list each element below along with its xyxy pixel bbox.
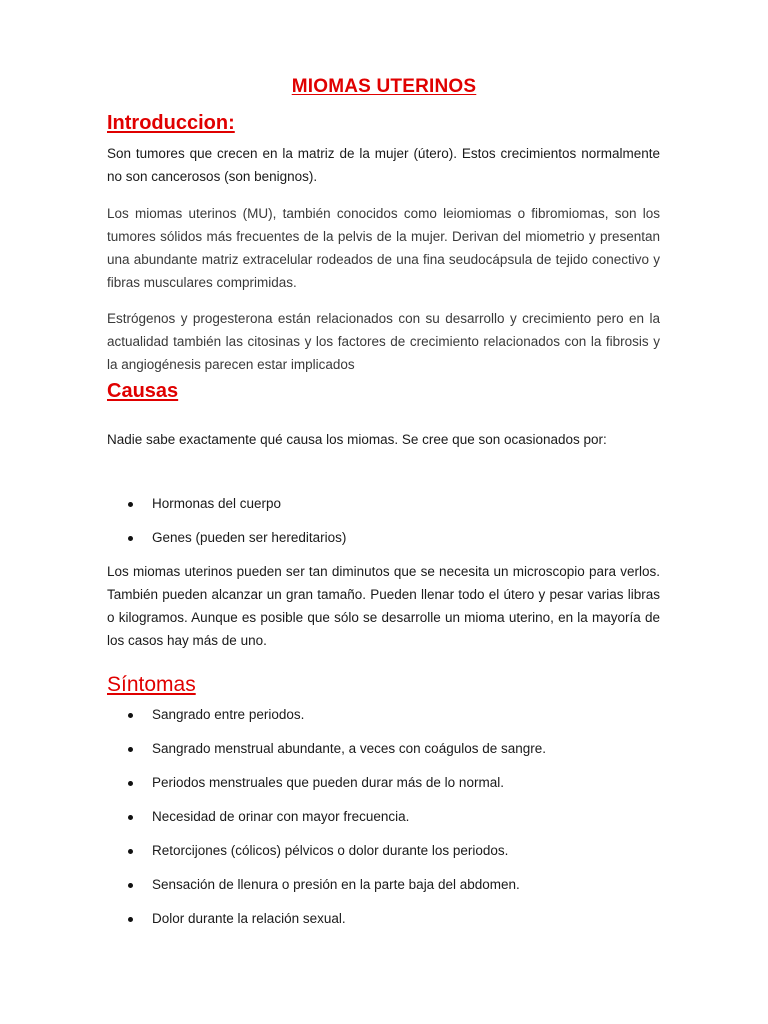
list-item-text: Dolor durante la relación sexual.: [152, 911, 346, 926]
bullet-icon: [128, 502, 133, 507]
list-item-text: Sensación de llenura o presión en la parte baja del abdomen.: [152, 877, 520, 892]
heading-sintomas: Síntomas: [107, 673, 196, 696]
list-item-text: Hormonas del cuerpo: [152, 496, 282, 511]
list-item: [128, 495, 648, 513]
list-item-text: Necesidad de orinar con mayor frecuencia.: [152, 809, 410, 824]
intro-paragraph-2: Los miomas uterinos (MU), también conocidos como leiomiomas o fibromiomas, son los tumores sólidos más frecuentes de la pelvis de la mujer. Derivan del miometrio y presentan una abundante matriz extracelular rodeados de una fina seudocápsula de tejido conectivo y fibras musculares comprimidas.: [107, 206, 660, 290]
bullet-icon: [128, 849, 133, 854]
list-item: [128, 774, 648, 792]
list-item: [128, 808, 648, 826]
list-item: [128, 529, 648, 547]
list-item-text: Sangrado entre periodos.: [152, 707, 305, 722]
list-item-text: Periodos menstruales que pueden durar más de lo normal.: [152, 775, 504, 790]
list-item: [128, 740, 648, 758]
list-item: [128, 706, 648, 724]
causas-paragraph-1: Nadie sabe exactamente qué causa los miomas. Se cree que son ocasionados por:: [107, 432, 607, 447]
list-item: [128, 842, 648, 860]
document-title: MIOMAS UTERINOS: [291, 76, 477, 97]
causas-paragraph-2: Los miomas uterinos pueden ser tan diminutos que se necesita un microscopio para verlos. También pueden alcanzar un gran tamaño. Pueden llenar todo el útero y pesar varias libras o kilogramos. Aunque es posible que sólo se desarrolle un mioma uterino, en la mayoría de los casos hay más de uno.: [107, 564, 660, 648]
bullet-icon: [128, 747, 133, 752]
bullet-icon: [128, 713, 133, 718]
heading-introduccion: Introduccion:: [107, 112, 235, 134]
bullet-icon: [128, 917, 133, 922]
intro-paragraph-3: Estrógenos y progesterona están relacionados con su desarrollo y crecimiento pero en la actualidad también las citosinas y los factores de crecimiento relacionados con la fibrosis y la angiogénesis parecen estar implicados: [107, 311, 660, 372]
list-item-text: Genes (pueden ser hereditarios): [152, 530, 347, 545]
heading-causas: Causas: [107, 380, 179, 402]
bullet-icon: [128, 536, 133, 541]
intro-paragraph-1: Son tumores que crecen en la matriz de la mujer (útero). Estos crecimientos normalmente no son cancerosos (son benignos).: [107, 146, 660, 184]
list-item: [128, 910, 648, 928]
bullet-icon: [128, 815, 133, 820]
list-item: [128, 876, 648, 894]
list-item-text: Retorcijones (cólicos) pélvicos o dolor durante los periodos.: [152, 843, 509, 858]
bullet-icon: [128, 883, 133, 888]
bullet-icon: [128, 781, 133, 786]
list-item-text: Sangrado menstrual abundante, a veces con coágulos de sangre.: [152, 741, 547, 756]
